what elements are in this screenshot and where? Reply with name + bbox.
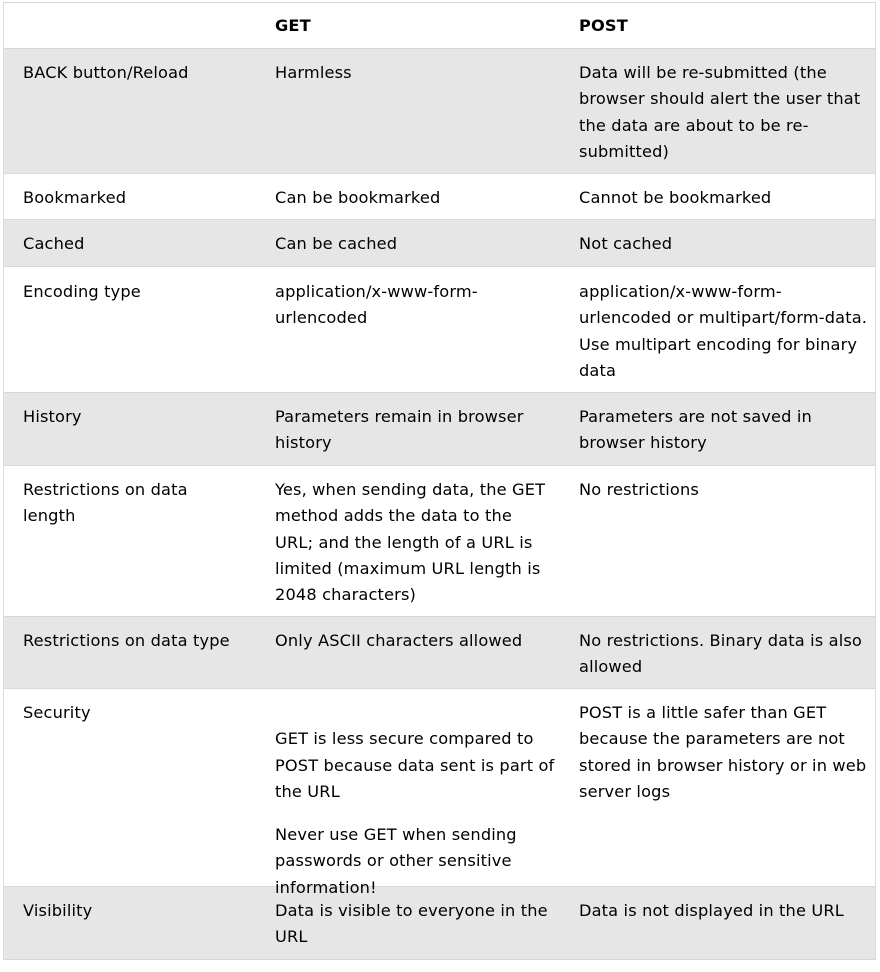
get-cell — [274, 689, 579, 897]
table-row — [4, 887, 875, 960]
table-row — [4, 220, 875, 267]
table-row — [4, 466, 875, 617]
row-label: Restrictions on data length — [23, 480, 188, 526]
get-cell: Data is visible to everyone in the URL — [275, 901, 548, 947]
row-label: Security — [23, 703, 91, 722]
get-cell: Parameters remain in browser history — [275, 407, 524, 453]
post-cell: No restrictions. Binary data is also allowed — [579, 631, 862, 677]
table-row — [4, 49, 875, 174]
post-cell: application/x-www-form-urlencoded or multipart/form-data. Use multipart encoding for binary data — [579, 282, 868, 380]
post-cell: Not cached — [579, 234, 673, 253]
get-security-paragraph-2: Never use GET when sending passwords or other sensitive information! — [275, 825, 517, 897]
get-cell: Can be bookmarked — [275, 188, 441, 207]
post-cell: Data will be re-submitted (the browser should alert the user that the data are about to be re-submitted) — [579, 63, 861, 161]
row-label: History — [23, 407, 82, 426]
post-cell: Cannot be bookmarked — [579, 188, 772, 207]
comparison-table — [3, 2, 876, 960]
get-cell: Can be cached — [275, 234, 398, 253]
post-cell: Data is not displayed in the URL — [579, 901, 844, 920]
table-row — [4, 689, 875, 897]
get-cell: Yes, when sending data, the GET method adds the data to the URL; and the length of a URL is limited (maximum URL length is 2048 characters) — [275, 480, 546, 605]
row-label: Visibility — [23, 901, 93, 920]
get-cell: Only ASCII characters allowed — [275, 631, 523, 650]
row-label: Cached — [23, 234, 85, 253]
header-cell-get: GET — [275, 16, 311, 35]
row-label: BACK button/Reload — [23, 63, 189, 82]
post-cell: Parameters are not saved in browser history — [579, 407, 812, 453]
post-cell: POST is a little safer than GET because the parameters are not stored in browser history or in web server logs — [579, 703, 867, 801]
header-cell-empty — [4, 3, 274, 48]
get-cell: Harmless — [275, 63, 352, 82]
row-label: Encoding type — [23, 282, 141, 301]
table-row — [4, 393, 875, 466]
table-row — [4, 267, 875, 393]
row-label: Restrictions on data type — [23, 631, 230, 650]
table-row — [4, 617, 875, 689]
get-security-paragraph-1: GET is less secure compared to POST because data sent is part of the URL — [275, 729, 555, 801]
post-cell: No restrictions — [579, 480, 699, 499]
get-cell: application/x-www-form-urlencoded — [275, 282, 478, 328]
table-row — [4, 174, 875, 220]
row-label: Bookmarked — [23, 188, 127, 207]
table-header-row — [4, 3, 875, 49]
header-cell-post: POST — [579, 16, 628, 35]
